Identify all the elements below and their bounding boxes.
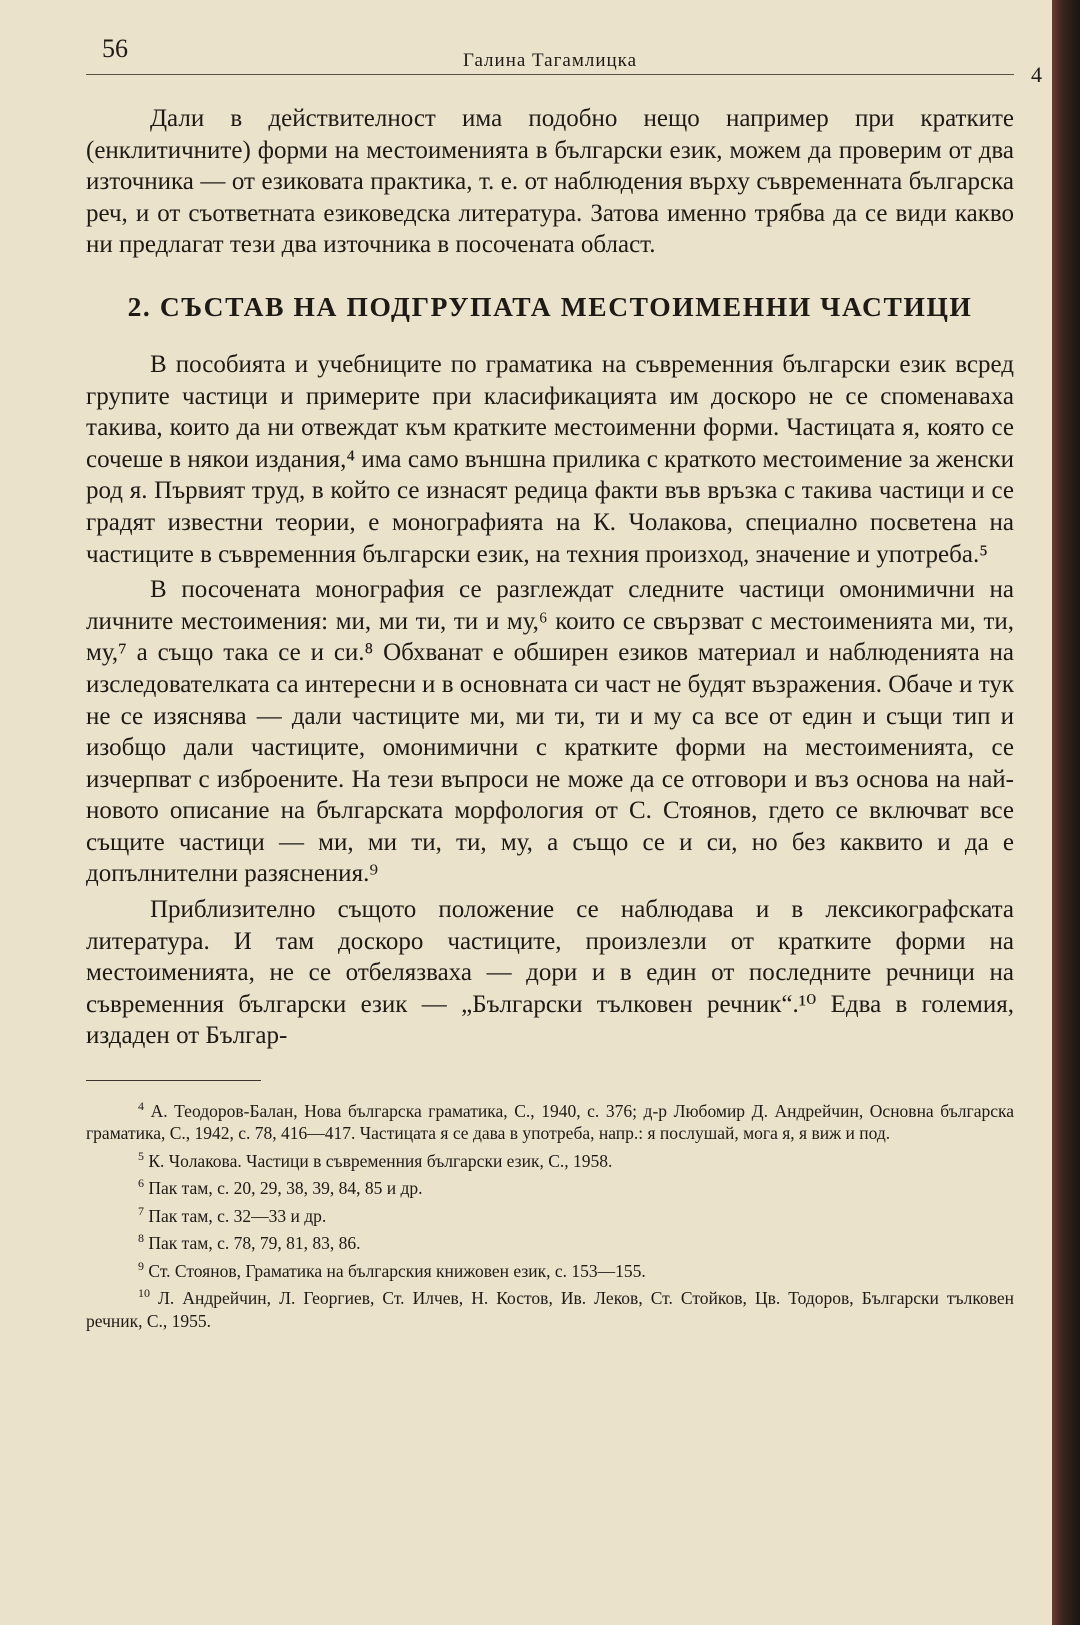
intro-paragraph: Дали в действителност има подобно нещо например при кратките (енклитичните) форми на местоименията в български език, можем да проверим от два източника — от езиковата практика, т. е. от наблюдения върху съвременната българска реч, и от съответната езиковедска литература. Затова именно трябва да се види какво ни предлагат тези два източника в посочената област.: [86, 105, 1014, 259]
footnote-number: 9: [138, 1258, 144, 1273]
footnote-9: [86, 1255, 1014, 1282]
book-edge: [1052, 0, 1080, 1625]
footnote-text: Пак там, с. 78, 79, 81, 83, 86.: [148, 1233, 361, 1254]
footnote-text: А. Теодоров-Балан, Нова българска граматика, С., 1940, с. 376; д-р Любомир Д. Андрейчин, Основна българска граматика, С., 1942, с. 78, 416—417. Частицата я се дава в употреба, напр.: я послушай, мога я, я виж и под.: [86, 1100, 1014, 1144]
page-number: 56: [102, 34, 128, 63]
footnote-8: [86, 1227, 1014, 1254]
footnote-4: [86, 1095, 1014, 1145]
footnote-text: Л. Андрейчин, Л. Георгиев, Ст. Илчев, Н. Костов, Ив. Леков, Ст. Стойков, Цв. Тодоров, Български тълковен речник, С., 1955.: [86, 1287, 1014, 1331]
footnote-number: 4: [138, 1099, 144, 1114]
running-header: [86, 34, 1042, 87]
footnote-text: Пак там, с. 20, 29, 38, 39, 84, 85 и др.: [148, 1178, 423, 1199]
running-title: Галина Тагамлицка: [462, 50, 638, 71]
footnote-text: К. Чолакова. Частици в съвременния български език, С., 1958.: [148, 1150, 613, 1171]
body-paragraph-2: В посочената монография се разглеждат следните частици омонимични на личните местоимения: ми, ми ти, ти и му,⁶ които се свързват с местоименията ми, ти, му,⁷ а също така се и си.⁸ Обхванат е обширен езиков материал и наблюденията на изследователката са интересни и в основната си част не будят възражения. Обаче и тук не се изяснява — дали частиците ми, ми ти, ти и му са все от един и същи тип и изобщо дали частиците, омонимични с кратките форми на местоименията, се изчерпват с изброените. На тези въпроси не може да се отговори и въз основа на най-новото описание на българската морфология от С. Стоянов, гдето се включват все същите частици — ми, ми ти, ти, му, а също се и си, но без каквито и да е допълнителни разяснения.⁹: [86, 576, 1014, 888]
footnote-number: 6: [138, 1176, 144, 1191]
footnote-6: [86, 1172, 1014, 1199]
edge-mark: 4: [1031, 62, 1042, 87]
footnote-5: [86, 1145, 1014, 1172]
footnote-number: 8: [138, 1231, 144, 1246]
footnote-text: Пак там, с. 32—33 и др.: [148, 1205, 327, 1226]
footnote-divider: [86, 1080, 261, 1081]
footnote-text: Ст. Стоянов, Граматика на българския книжовен език, с. 153—155.: [148, 1260, 646, 1281]
body-paragraph-3: Приблизително същото положение се наблюдава и в лексикографската литература. И там доскоро частиците, произлезли от кратките форми на местоименията, не се отбелязваха — дори и в един от последните речници на съвременния български език — „Български тълковен речник“.¹⁰ Едва в големия, издаден от Българ-: [86, 896, 1014, 1050]
footnote-number: 10: [138, 1286, 150, 1301]
footnote-7: [86, 1200, 1014, 1227]
footnote-10: [86, 1282, 1014, 1332]
footnotes: [86, 1095, 1014, 1332]
footnote-number: 5: [138, 1149, 144, 1164]
body-paragraph-1: В пособията и учебниците по граматика на съвременния български език всред групите частици и примерите при класификацията им доскоро не се споменаваха такива, които да ни отвеждат към кратките местоименни форми. Частицата я, която се сочеше в някои издания,⁴ има само външна прилика с краткото местоимение за женски род я. Първият труд, в който се изнасят редица факти във връзка с такива частици и се градят известни теории, е монографията на К. Чолакова, специално посветена на частиците в съвременния български език, на техния произход, значение и употреба.⁵: [86, 350, 1014, 568]
footnote-number: 7: [138, 1203, 144, 1218]
section-heading: 2. СЪСТАВ НА ПОДГРУПАТА МЕСТОИМЕННИ ЧАСТИЦИ: [127, 290, 973, 322]
